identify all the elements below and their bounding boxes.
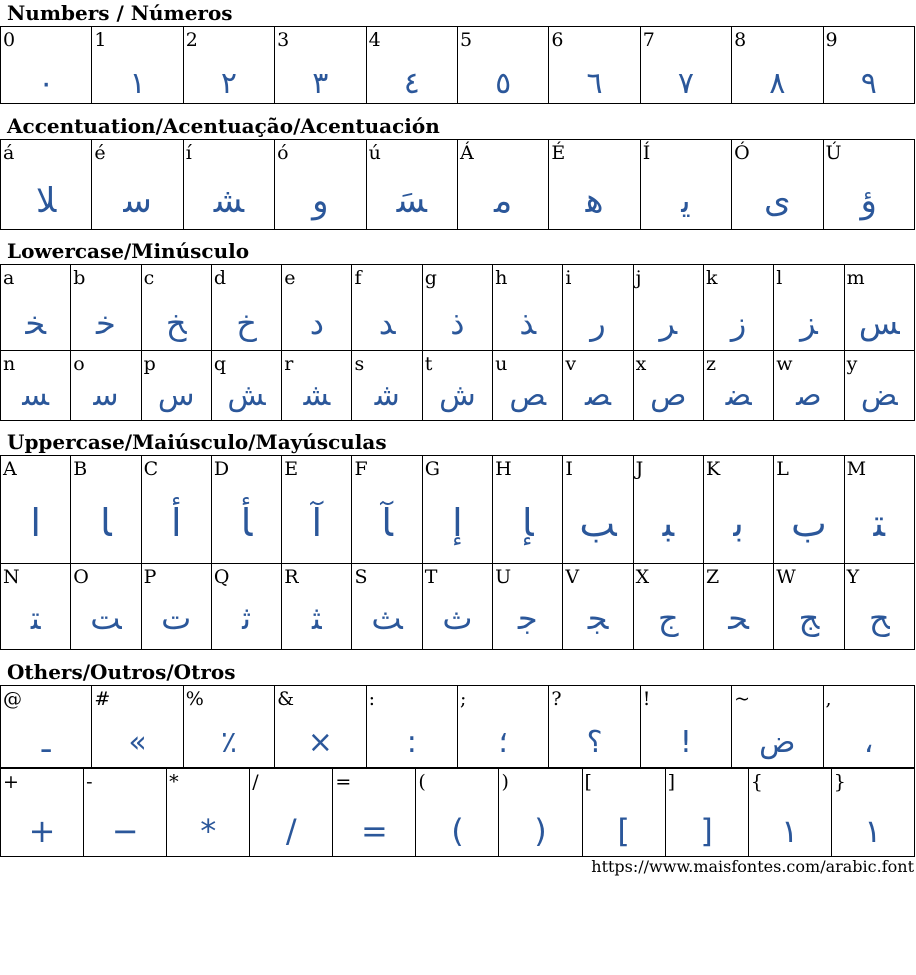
char-glyph: ﺇ (452, 501, 463, 545)
char-cell (493, 456, 563, 564)
char-key-label: ( (418, 771, 426, 793)
char-glyph: ﺴَ (396, 181, 427, 221)
char-key-label: t (424, 353, 433, 375)
char-glyph: ﺨ (25, 304, 46, 342)
char-key-label: : (368, 688, 375, 710)
char-cell (183, 686, 274, 768)
char-key-label: é (94, 142, 106, 164)
char-key-label: 0 (3, 29, 16, 51)
char-glyph: ﺸ (303, 378, 331, 413)
char-key-label: c (143, 267, 155, 289)
char-glyph: ﻯ (764, 181, 791, 221)
char-key-label: Ú (825, 142, 842, 164)
char-key-label: - (86, 771, 93, 793)
char-cell (84, 769, 167, 857)
char-cell (831, 769, 914, 857)
char-key-label: d (213, 267, 227, 289)
char-cell (366, 27, 457, 104)
char-cell (732, 27, 823, 104)
char-glyph: ﺐ (579, 501, 617, 545)
char-key-label: o (73, 353, 85, 375)
char-cell (457, 140, 548, 230)
char-glyph: ٪ (220, 725, 238, 760)
char-cell (211, 564, 281, 650)
char-glyph: ﺧ (96, 304, 116, 342)
char-cell (141, 564, 211, 650)
char-glyph: ١ (781, 812, 799, 850)
char-key-label: X (635, 566, 650, 588)
char-key-label: D (213, 458, 230, 480)
char-glyph: ١ (129, 66, 146, 101)
char-key-label: q (213, 353, 227, 375)
char-cell (250, 769, 333, 857)
char-key-label: K (705, 458, 721, 480)
char-cell (211, 265, 281, 351)
char-cell (457, 686, 548, 768)
char-cell (774, 351, 844, 421)
char-cell (141, 456, 211, 564)
char-key-label: Z (705, 566, 720, 588)
char-cell (352, 265, 422, 351)
uppercase-grid (0, 455, 915, 650)
char-key-label: 3 (277, 29, 290, 51)
char-key-label: É (551, 142, 566, 164)
char-cell (275, 27, 366, 104)
char-cell (823, 686, 914, 768)
char-key-label: h (495, 267, 508, 289)
char-key-label: Y (846, 566, 860, 588)
char-glyph: ﺰ (800, 304, 818, 342)
char-glyph: ﺎ (100, 501, 112, 545)
others-grid-1 (0, 685, 915, 768)
char-cell (422, 564, 492, 650)
lowercase-grid (0, 264, 915, 421)
char-key-label: s (354, 353, 365, 375)
char-cell (167, 769, 250, 857)
accentuation-grid (0, 139, 915, 230)
char-glyph: ﻀ (725, 378, 752, 413)
char-key-label: , (825, 688, 832, 710)
char-key-label: # (94, 688, 111, 710)
char-cell (633, 564, 703, 650)
char-glyph: ﺤ (728, 599, 749, 637)
char-key-label: I (565, 458, 573, 480)
char-key-label: n (3, 353, 16, 375)
char-glyph: ﺒ (662, 501, 675, 545)
char-glyph: ﺫ (450, 304, 465, 342)
char-glyph: « (128, 725, 147, 760)
char-glyph: ﻫ (585, 181, 604, 221)
char-cell (422, 265, 492, 351)
char-glyph: ض (759, 725, 796, 760)
char-key-label: M (846, 458, 867, 480)
char-key-label: L (776, 458, 789, 480)
char-glyph: × (307, 725, 333, 760)
char-key-label: J (635, 458, 644, 480)
char-key-label: v (565, 353, 577, 375)
char-cell (282, 564, 352, 650)
char-cell (275, 140, 366, 230)
char-glyph: ﻼ (36, 181, 57, 221)
char-cell (422, 351, 492, 421)
char-glyph: ﺘ (30, 599, 41, 637)
char-glyph: ٦ (586, 66, 603, 101)
char-cell (457, 27, 548, 104)
char-glyph: ٤ (403, 66, 420, 101)
char-glyph: ﺞ (798, 599, 820, 637)
char-key-label: ~ (734, 688, 751, 710)
char-glyph: ) (534, 812, 547, 850)
char-glyph: ﺛ (242, 599, 251, 637)
char-key-label: w (776, 353, 793, 375)
numbers-row (1, 27, 915, 104)
char-glyph: − (111, 812, 139, 850)
char-glyph: ﺖ (90, 599, 122, 637)
char-key-label: % (185, 688, 204, 710)
char-glyph: ﺵ (439, 378, 476, 413)
char-glyph: ] (700, 812, 713, 850)
char-glyph: ٣ (312, 66, 329, 101)
char-key-label: 2 (185, 29, 198, 51)
char-glyph: ﺼ (585, 378, 612, 413)
char-cell (366, 140, 457, 230)
char-key-label: ] (667, 771, 676, 793)
char-cell (493, 351, 563, 421)
char-cell (640, 140, 731, 230)
char-glyph: ﺹ (650, 378, 687, 413)
char-key-label: 5 (459, 29, 473, 51)
char-cell (703, 351, 773, 421)
char-key-label: a (3, 267, 15, 289)
char-glyph: / (285, 812, 297, 850)
char-key-label: y (846, 353, 858, 375)
char-key-label: & (277, 688, 295, 710)
char-key-label: Ó (734, 142, 750, 164)
char-cell (563, 351, 633, 421)
char-glyph: ﺈ (521, 501, 534, 545)
char-glyph: * (200, 812, 217, 850)
char-key-label: ) (501, 771, 509, 793)
char-glyph: ٩ (860, 66, 877, 101)
char-glyph: ﻳ (681, 181, 691, 221)
char-cell (352, 351, 422, 421)
char-key-label: Q (213, 566, 230, 588)
char-glyph: = (360, 812, 388, 850)
char-cell (333, 769, 416, 857)
char-glyph: [ (617, 812, 630, 850)
char-key-label: 4 (368, 29, 381, 51)
char-cell (352, 564, 422, 650)
char-key-label: b (73, 267, 86, 289)
char-cell (844, 265, 914, 351)
char-glyph: ﺄ (240, 501, 253, 545)
lowercase-row-1 (1, 265, 915, 351)
char-key-label: P (143, 566, 157, 588)
char-cell (71, 351, 141, 421)
char-key-label: ó (277, 142, 289, 164)
char-key-label: } (833, 771, 846, 793)
char-cell (844, 456, 914, 564)
char-glyph: ﺳ (123, 181, 152, 221)
char-glyph: ﺍ (30, 501, 41, 545)
char-glyph: ﺃ (170, 501, 182, 545)
char-key-label: W (776, 566, 796, 588)
char-cell (563, 265, 633, 351)
char-glyph: ﺩ (309, 304, 324, 342)
char-key-label: ú (368, 142, 381, 164)
char-key-label: u (495, 353, 508, 375)
char-glyph: ﺑ (733, 501, 744, 545)
char-glyph: ؛ (498, 725, 508, 760)
section-title-accentuation: Accentuation/Acentuação/Acentuación (7, 114, 440, 138)
accentuation-row (1, 140, 915, 230)
char-cell (141, 351, 211, 421)
char-cell (844, 351, 914, 421)
char-key-label: R (284, 566, 299, 588)
char-glyph: ﺯ (730, 304, 747, 342)
char-glyph: : (406, 725, 417, 760)
char-glyph: ﻣ (494, 181, 513, 221)
char-key-label: ! (642, 688, 651, 710)
char-key-label: e (284, 267, 296, 289)
char-cell (275, 686, 366, 768)
char-glyph: ﺦ (165, 304, 187, 342)
char-cell (1, 351, 71, 421)
char-cell (633, 351, 703, 421)
char-glyph: ﺸ (213, 181, 245, 221)
char-cell (71, 265, 141, 351)
char-glyph: ﺁ (311, 501, 323, 545)
char-key-label: 7 (642, 29, 655, 51)
char-key-label: T (424, 566, 438, 588)
char-cell (422, 456, 492, 564)
char-cell (499, 769, 582, 857)
char-glyph: ٨ (769, 66, 786, 101)
char-cell (748, 769, 831, 857)
char-glyph: ١ (864, 812, 882, 850)
char-glyph: ، (863, 725, 874, 760)
char-cell (1, 140, 92, 230)
char-key-label: 6 (551, 29, 564, 51)
char-cell (774, 265, 844, 351)
char-key-label: H (495, 458, 512, 480)
char-glyph: ٠ (38, 66, 55, 101)
char-cell (633, 265, 703, 351)
char-key-label: 8 (734, 29, 747, 51)
char-key-label: p (143, 353, 156, 375)
char-cell (183, 140, 274, 230)
char-cell (582, 769, 665, 857)
char-glyph: ﺳ (93, 378, 119, 413)
char-cell (665, 769, 748, 857)
char-glyph: ﺻ (796, 378, 822, 413)
char-cell (549, 27, 640, 104)
char-glyph: ﺱ (157, 378, 195, 413)
char-cell (640, 27, 731, 104)
char-glyph: ﺘ (873, 501, 886, 545)
char-cell (823, 140, 914, 230)
char-key-label: 9 (825, 29, 838, 51)
char-cell (183, 27, 274, 104)
char-glyph: ﺲ (858, 304, 900, 342)
char-key-label: k (705, 267, 718, 289)
char-key-label: A (3, 458, 17, 480)
char-key-label: U (495, 566, 512, 588)
char-cell (92, 27, 183, 104)
char-glyph: ﺢ (868, 599, 890, 637)
uppercase-row-1 (1, 456, 915, 564)
char-cell (352, 456, 422, 564)
char-glyph: ﺮ (659, 304, 678, 342)
char-glyph: ﺪ (378, 304, 396, 342)
char-cell (282, 351, 352, 421)
char-cell (844, 564, 914, 650)
char-glyph: ﺂ (381, 501, 393, 545)
char-glyph: ٢ (220, 66, 238, 101)
char-glyph: ﺚ (371, 599, 403, 637)
char-glyph: ﺶ (227, 378, 266, 413)
char-cell (549, 686, 640, 768)
char-cell (640, 686, 731, 768)
char-glyph: ٥ (495, 66, 512, 101)
lowercase-row-2 (1, 351, 915, 421)
char-key-label: Á (459, 142, 474, 164)
char-key-label: F (354, 458, 368, 480)
char-key-label: @ (3, 688, 22, 710)
section-title-lowercase: Lowercase/Minúsculo (7, 239, 250, 263)
char-glyph: + (28, 812, 56, 850)
char-cell (71, 456, 141, 564)
char-glyph: ـ (41, 725, 51, 760)
char-key-label: E (284, 458, 299, 480)
char-key-label: f (354, 267, 362, 289)
char-cell (92, 686, 183, 768)
char-cell (732, 686, 823, 768)
char-cell (703, 456, 773, 564)
char-key-label: l (776, 267, 783, 289)
char-key-label: + (3, 771, 19, 793)
char-key-label: m (846, 267, 865, 289)
char-cell (1, 564, 71, 650)
char-glyph: ﺙ (442, 599, 473, 637)
others-row-1 (1, 686, 915, 768)
char-key-label: O (73, 566, 89, 588)
char-glyph: ٧ (677, 66, 694, 101)
char-glyph: ﺷ (374, 378, 400, 413)
char-glyph: ؟ (586, 725, 603, 760)
char-key-label: [ (584, 771, 592, 793)
char-key-label: B (73, 458, 88, 480)
char-cell (493, 265, 563, 351)
char-cell (774, 456, 844, 564)
char-cell (774, 564, 844, 650)
char-key-label: 1 (94, 29, 107, 51)
char-cell (703, 564, 773, 650)
char-glyph: ﺕ (161, 599, 192, 637)
char-key-label: Í (642, 142, 651, 164)
section-title-numbers: Numbers / Números (7, 1, 233, 25)
section-title-others: Others/Outros/Otros (7, 660, 236, 684)
char-key-label: g (424, 267, 437, 289)
char-glyph: ﺬ (519, 304, 537, 342)
char-cell (633, 456, 703, 564)
char-cell (141, 265, 211, 351)
char-cell (1, 265, 71, 351)
char-cell (1, 456, 71, 564)
others-row-2 (1, 769, 915, 857)
char-key-label: C (143, 458, 159, 480)
char-glyph: ﻭ (312, 181, 329, 221)
char-glyph: ؤ (860, 181, 877, 221)
char-key-label: j (635, 267, 642, 289)
char-key-label: S (354, 566, 368, 588)
char-key-label: z (705, 353, 716, 375)
char-cell (366, 686, 457, 768)
char-glyph: ﺜ (312, 599, 322, 637)
char-cell (549, 140, 640, 230)
char-glyph: ﺺ (509, 378, 547, 413)
char-key-label: i (565, 267, 572, 289)
char-cell (1, 686, 92, 768)
char-glyph: ﺠ (587, 599, 609, 637)
char-glyph: ! (679, 725, 692, 760)
char-cell (1, 769, 84, 857)
char-cell (92, 140, 183, 230)
char-cell (563, 564, 633, 650)
char-cell (732, 140, 823, 230)
char-glyph: ﺝ (657, 599, 679, 637)
char-cell (71, 564, 141, 650)
footer-url[interactable]: https://www.maisfontes.com/arabic.font (591, 857, 914, 876)
section-title-uppercase: Uppercase/Maiúsculo/Mayúsculas (7, 430, 387, 454)
char-glyph: ﺭ (590, 304, 606, 342)
char-cell (282, 265, 352, 351)
char-glyph: ﺟ (517, 599, 538, 637)
char-key-label: x (635, 353, 647, 375)
char-key-label: á (3, 142, 15, 164)
char-key-label: = (335, 771, 352, 793)
char-glyph: ﺏ (791, 501, 827, 545)
char-glyph: ﺥ (236, 304, 257, 342)
others-grid-2 (0, 768, 915, 857)
char-key-label: ; (459, 688, 467, 710)
char-cell (211, 456, 281, 564)
char-glyph: ( (451, 812, 464, 850)
char-key-label: { (750, 771, 763, 793)
char-cell (282, 456, 352, 564)
char-cell (563, 456, 633, 564)
char-key-label: ? (551, 688, 562, 710)
char-key-label: V (565, 566, 580, 588)
char-key-label: r (284, 353, 294, 375)
char-glyph: ﺴ (22, 378, 50, 413)
char-glyph: ﺾ (860, 378, 898, 413)
char-key-label: / (252, 771, 259, 793)
char-key-label: * (169, 771, 179, 793)
char-cell (703, 265, 773, 351)
char-cell (416, 769, 499, 857)
uppercase-row-2 (1, 564, 915, 650)
char-cell (493, 564, 563, 650)
char-key-label: N (3, 566, 20, 588)
char-cell (1, 27, 92, 104)
numbers-grid (0, 26, 915, 104)
char-key-label: í (185, 142, 192, 164)
char-cell (823, 27, 914, 104)
char-key-label: G (424, 458, 440, 480)
char-cell (211, 351, 281, 421)
